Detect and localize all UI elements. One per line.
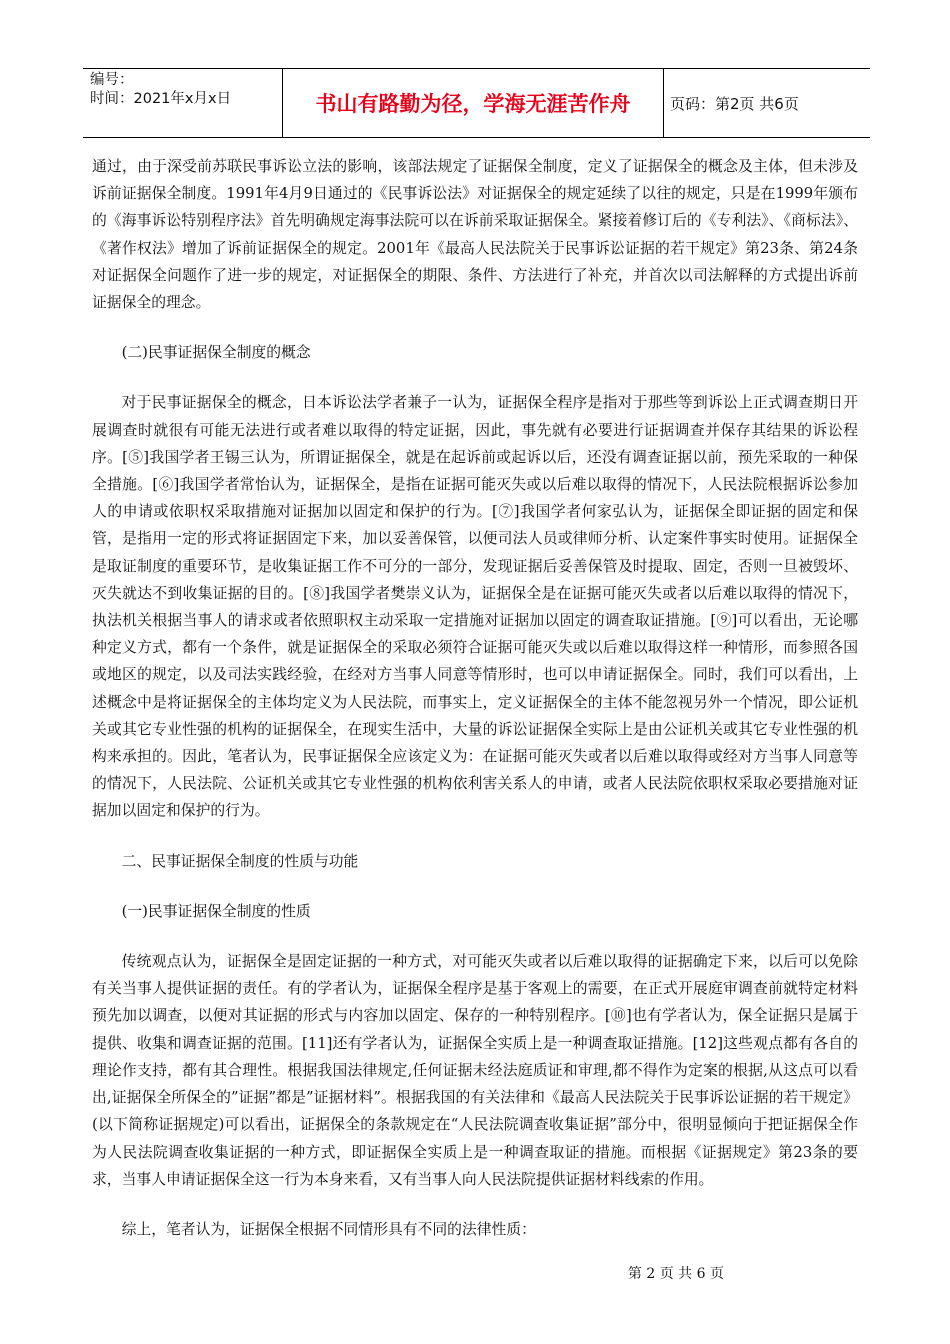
- section-heading: (二)民事证据保全制度的概念: [121, 344, 311, 362]
- header-page-label: 页码：第2页 共6页: [670, 94, 799, 113]
- document-date-label: 时间：2021年x月x日: [90, 91, 232, 107]
- document-number-label: 编号：: [90, 72, 134, 88]
- section-heading: 二、民事证据保全制度的性质与功能: [121, 852, 359, 870]
- body-paragraph: 对于民事证据保全的概念，日本诉讼法学者兼子一认为，证据保全程序是指对于那些等到诉讼上正式调查期日开展调查时就很有可能无法进行或者难以取得的特定证据，因此，事先就有必要进行证据调查并保存其结果的诉讼程序。[⑤]我国学者王锡三认为，所谓证据保全，就是在起诉前或起诉以后，还没有调查证据以前，预先采取的一种保全措施。[⑥]我国学者常怡认为，证据保全，是指在证据可能灭失或以后难以取得的情况下，人民法院根据诉讼参加人的申请或依职权采取措施对证据加以固定和保护的行为。[⑦]我国学者何家弘认为，证据保全即证据的固定和保管，是指用一定的形式将证据固定下来，加以妥善保管，以便司法人员或律师分析、认定案件事实时使用。证据保全是取证制度的重要环节，是收集证据工作不可分的一部分，发现证据后妥善保管及时提取、固定，否则一旦被毁坏、灭失就达不到收集证据的目的。[⑧]我国学者樊崇义认为，证据保全是在证据可能灭失或者以后难以取得的情况下，执法机关根据当事人的请求或者依照职权主动采取一定措施对证据加以固定的调查取证措施。[⑨]可以看出，无论哪种定义方式，都有一个条件，就是证据保全的采取必须符合证据可能灭失或以后难以取得这样一种情形，而参照各国或地区的规定，以及司法实践经验，在经对方当事人同意等情形时，也可以申请证据保全。同时，我们可以看出，上述概念中是将证据保全的主体均定义为人民法院，而事实上，定义证据保全的主体不能忽视另外一个情况，即公证机关或其它专业性强的机构的证据保全，在现实生活中，大量的诉讼证据保全实际上是由公证机关或其它专业性强的机构来承担的。因此，笔者认为，民事证据保全应该定义为：在证据可能灭失或者以后难以取得或经对方当事人同意等的情况下，人民法院、公证机关或其它专业性强的机构依利害关系人的申请，或者人民法院依职权采取必要措施对证据加以固定和保护的行为。: [92, 394, 858, 820]
- document-body: [92, 153, 858, 1266]
- header-meta: [83, 69, 283, 137]
- body-paragraph: 通过，由于深受前苏联民事诉讼立法的影响，该部法规定了证据保全制度，定义了证据保全的概念及主体，但未涉及诉前证据保全制度。1991年4月9日通过的《民事诉讼法》对证据保全的规定延续了以往的规定，只是在1999年颁布的《海事诉讼特别程序法》首先明确规定海事法院可以在诉前采取证据保全。紧接着修订后的《专利法》、《商标法》、《著作权法》增加了诉前证据保全的规定。2001年《最高人民法院关于民事诉讼证据的若干规定》第23条、第24条对证据保全问题作了进一步的规定，对证据保全的期限、条件、方法进行了补充，并首次以司法解释的方式提出诉前证据保全的理念。: [92, 158, 858, 312]
- page-header: [83, 68, 870, 138]
- section-heading: (一)民事证据保全制度的性质: [121, 902, 311, 920]
- page-footer: 第 2 页 共 6 页: [627, 1266, 724, 1282]
- body-paragraph: 传统观点认为，证据保全是固定证据的一种方式，对可能灭失或者以后难以取得的证据确定下来，以后可以免除有关当事人提供证据的责任。有的学者认为，证据保全程序是基于客观上的需要，在正式开展庭审调查前就特定材料预先加以调查，以便对其证据的形式与内容加以固定、保存的一种特别程序。[⑩]也有学者认为，保全证据只是属于提供、收集和调查证据的范围。[11]还有学者认为，证据保全实质上是一种调查取证措施。[12]这些观点都有各自的理论作支持，都有其合理性。根据我国法律规定,任何证据未经法庭质证和审理,都不得作为定案的根据,从这点可以看出,证据保全所保全的”证据”都是”证据材料”。根据我国的有关法律和《最高人民法院关于民事诉讼证据的若干规定》(以下简称证据规定)可以看出，证据保全的条款规定在“人民法院调查收集证据”部分中，很明显倾向于把证据保全作为人民法院调查收集证据的一种方式，即证据保全实质上是一种调查取证的措施。而根据《证据规定》第23条的要求，当事人申请证据保全这一行为本身来看，又有当事人向人民法院提供证据材料线索的作用。: [92, 953, 858, 1188]
- header-motto: 书山有路勤为径，学海无涯苦作舟: [283, 69, 664, 137]
- body-paragraph: 综上，笔者认为，证据保全根据不同情形具有不同的法律性质：: [121, 1220, 536, 1238]
